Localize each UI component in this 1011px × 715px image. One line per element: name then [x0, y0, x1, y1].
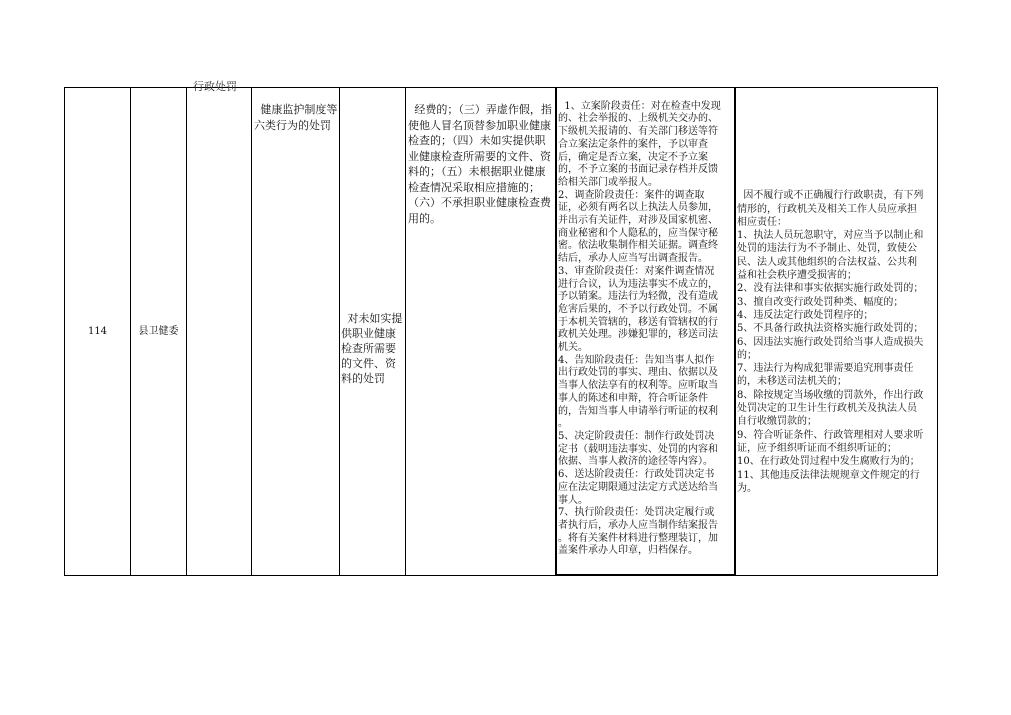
category-cell [187, 80, 251, 96]
accountability-text: 因不履行或不正确履行行政职责，有下列 情形的，行政机关及相关工作人员应承担 相应责任： 1、执法人员玩忽职守，对应当予以制止和 处罚的违法行为不予制止、处罚，致使公 民、法人或其他组织的合法权益、公共利 益和社会秩序遭受损害的； 2、没有法律和事实依据实施行政处罚的； 3、擅自改变行政处罚种类、幅度的； 4、违反法定行政处罚程序的； 5、不具备行政执法资格实施行政处罚的； 6、因违法实施行政处罚给当事人造成损失 的； 7、违法行为构成犯罪需要追究刑事责任 的，未移送司法机关的； 8、除按规定当场收缴的罚款外，作出行政 处罚决定的卫生计生行政机关及执法人员 自行收缴罚款的； 9、符合听证条件、行政管理相对人要求听 证，应予组织听证而不组织听证的； 10、在行政处罚过程中发生腐败行为的； 11、其他违反法律法规规章文件规定的行 为。 [737, 190, 924, 494]
grid-line-resp-bottom [555, 574, 736, 576]
item-content-cell [407, 89, 555, 226]
grid-line-right [937, 87, 938, 576]
category-fragment: 行政处罚 [193, 80, 237, 93]
sub-item-cell [341, 298, 405, 386]
sub-item-name: 对未如实提 供职业健康 检查所需要 的文件、资 料的处罚 [341, 312, 403, 385]
grid-line-col3 [186, 87, 187, 576]
grid-line-col5 [339, 87, 340, 576]
row-index: 114 [87, 326, 108, 337]
grid-line-col4 [251, 87, 252, 576]
department-name: 县卫健委 [138, 326, 179, 337]
department-cell [131, 88, 186, 575]
grid-line-bottom [64, 575, 938, 576]
grid-line-col8 [734, 87, 736, 576]
item-name-cell [253, 89, 339, 134]
grid-line-col7 [555, 87, 557, 576]
responsibility-text: 1、立案阶段责任：对在检查中发现 的、社会举报的、上级机关交办的、 下级机关报请的、有关部门移送等符 合立案法定条件的案件，予以审查 后，确定是否立案，决定不予立案 的，不予立案的书面记录存档并反馈 给相关部门或举报人。 2、调查阶段责任：案件的调查取 证，必须有两名以上执法人员参加， 并出示有关证件，对涉及国家机密、 商业秘密和个人隐私的，应当保守秘 密。依法收集制作相关证据。调查终 结后，承办人应当写出调查报告。 3、审查阶段责任：对案件调查情况 进行合议，认为违法事实不成立的， 予以销案。违法行为轻微，没有造成 危害后果的，不予以行政处罚。不属 于本机关管辖的，移送有管辖权的行 政机关处理。涉嫌犯罪的，移送司法 机关。 4、告知阶段责任：告知当事人拟作 出行政处罚的事实、理由、依据以及 当事人依法享有的权利等。应听取当 事人的陈述和申辩，符合听证条件 的，告知当事人申请举行听证的权利 。 5、决定阶段责任：制作行政处罚决 定书（载明违法事实、处罚的内容和 依据、当事人救济的途径等内容）。 6、送达阶段责任：行政处罚决定书 应在法定期限通过法定方式送达给当 事人。 7、执行阶段责任：处罚决定履行或 者执行后，承办人应当制作结案报告 。将有关案件材料进行整理装订，加 盖案件承办人印章，归档保存。 [558, 100, 721, 557]
grid-line-col6 [405, 87, 406, 576]
responsibility-cell [558, 88, 734, 558]
item-name: 健康监护制度等 六类行为的处罚 [254, 103, 338, 132]
row-index-cell [65, 88, 130, 575]
item-content: 经费的；（三）弄虚作假，指 使他人冒名顶替参加职业健康 检查的；（四）未如实提供职 业健康检查所需要的文件、资 料的；（五）未根据职业健康 检查情况采取相应措施的； （六）不承担职业健康检查费 用的。 [408, 103, 552, 225]
accountability-cell [737, 176, 937, 495]
